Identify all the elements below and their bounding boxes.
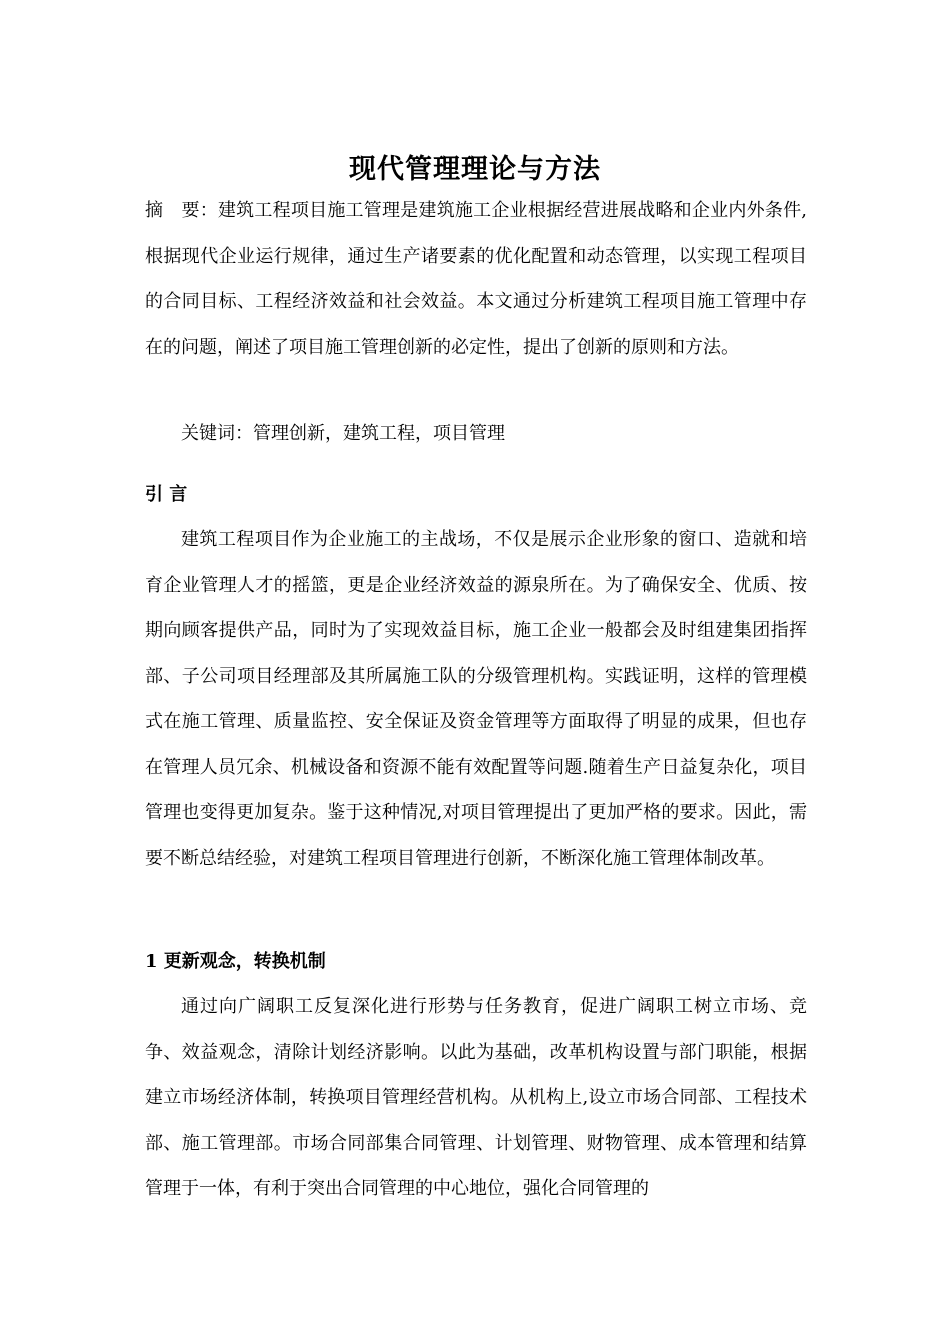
intro-heading: 引 言 bbox=[145, 484, 188, 505]
abstract-label-second: 要： bbox=[181, 200, 218, 221]
section-1-heading: 1 更新观念，转换机制 bbox=[145, 951, 326, 972]
keywords-line: 关键词：管理创新，建筑工程，项目管理 bbox=[181, 423, 505, 444]
abstract-label-first: 摘 bbox=[145, 200, 164, 221]
abstract-text: 建筑工程项目施工管理是建筑施工企业根据经营进展战略和企业内外条件,根据现代企业运行规律，通过生产诸要素的优化配置和动态管理，以实现工程项目的合同目标、工程经济效益和社会效益。本文通过分析建筑工程项目施工管理中存在的问题，阐述了项目施工管理创新的必定性，提出了创新的原则和方法。 bbox=[145, 200, 808, 358]
section-1-paragraph: 通过向广阔职工反复深化进行形势与任务教育，促进广阔职工树立市场、竞争、效益观念，清除计划经济影响。以此为基础，改革机构设置与部门职能，根据建立市场经济体制，转换项目管理经营机构。从机构上,设立市场合同部、工程技术部、施工管理部。市场合同部集合同管理、计划管理、财物管理、成本管理和结算管理于一体，有利于突出合同管理的中心地位，强化合同管理的 bbox=[145, 996, 807, 1199]
document-title: 现代管理理论与方法 bbox=[349, 154, 601, 186]
intro-paragraph: 建筑工程项目作为企业施工的主战场，不仅是展示企业形象的窗口、造就和培育企业管理人才的摇篮，更是企业经济效益的源泉所在。为了确保安全、优质、按期向顾客提供产品，同时为了实现效益目标，施工企业一般都会及时组建集团指挥部、子公司项目经理部及其所属施工队的分级管理机构。实践证明，这样的管理模式在施工管理、质量监控、安全保证及资金管理等方面取得了明显的成果，但也存在管理人员冗余、机械设备和资源不能有效配置等问题.随着生产日益复杂化，项目管理也变得更加复杂。鉴于这种情况,对项目管理提出了更加严格的要求。因此，需要不断总结经验，对建筑工程项目管理进行创新，不断深化施工管理体制改革。 bbox=[145, 529, 807, 869]
abstract-paragraph bbox=[145, 188, 807, 370]
